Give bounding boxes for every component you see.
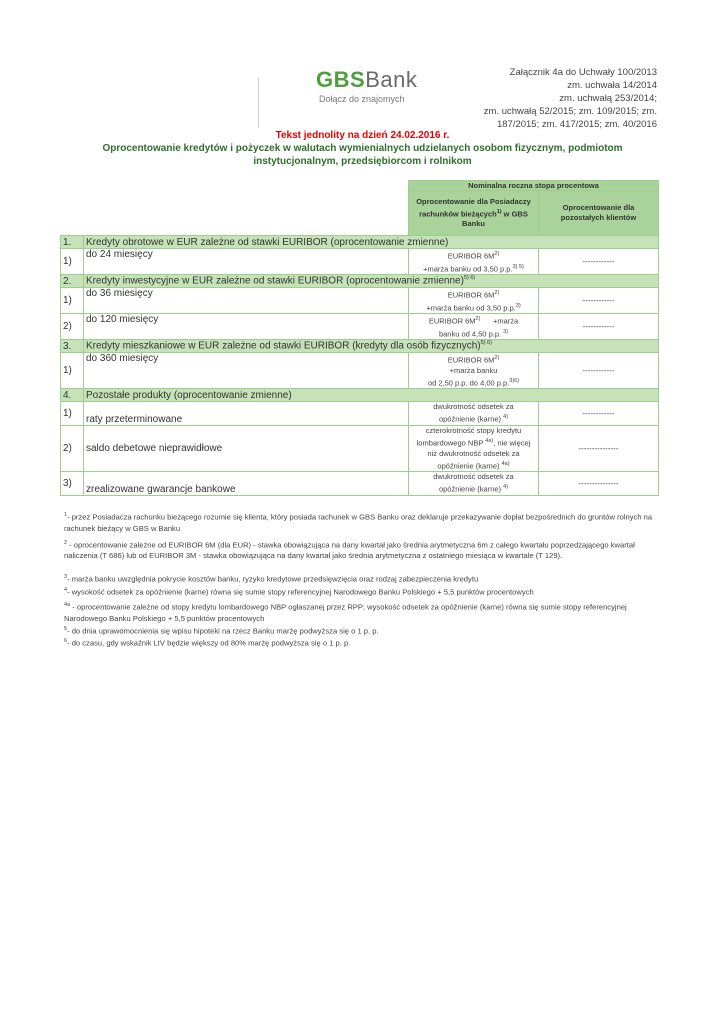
footnote-text: - oprocentowanie zależne od EURIBOR 6M (dla EUR) - stawka obowiązująca na dany kwartał jako średnia arytmetyczna 6m z całego kwartału poprzedzającego kwartał naliczenia (T 686) lub od EURIBOR 3M - stawka obowiązująca na dany kwartał jako średnia arytmetyczna z ostatniego miesiąca w kwartale (T 129).: [64, 540, 635, 561]
rate-text: +marża banku: [449, 365, 498, 375]
rate-account-holders: [409, 353, 539, 389]
rate-text: +marża banku od 3,50 p.p.: [423, 264, 513, 273]
footnote: [64, 510, 660, 534]
footnote-text: - oprocentowanie zależne od stopy kredytu lombardowego NBP ogłaszanej przez RPP; wysokość odsetek za opóźnienie (karne) równa się sumie stopy referencyjnej Narodowego Banku Polskiego + 5,5 punktów procentowych: [64, 602, 627, 623]
rate-text: , nie więcej: [493, 438, 531, 448]
footnote-ref: 2): [494, 290, 500, 296]
rate-text: czterokrotność stopy kredytu: [425, 426, 522, 435]
rate-account-holders: [409, 314, 539, 340]
rate-text: lombardowego NBP: [416, 438, 484, 448]
footnote-marker: 2: [64, 539, 68, 546]
rate-account-holders: [409, 249, 539, 275]
logo-tagline: Dołącz do znajomych: [319, 94, 405, 104]
section-number: 2.: [61, 275, 84, 288]
footnote-ref: 4a): [485, 438, 494, 444]
row-number: 2): [61, 426, 84, 472]
row-number: 3): [61, 472, 84, 496]
section-title-text: Kredyty inwestycyjne w EUR zależne od stawki EURIBOR (oprocentowanie zmienne): [86, 275, 464, 287]
rate-text: banku od 4,50 p.p.: [438, 329, 502, 338]
section-number: 3.: [61, 340, 84, 353]
footnote-ref: 2): [475, 316, 481, 322]
footnote-marker: 1: [64, 512, 68, 518]
header-other-clients: Oprocentowanie dla pozostałych klientów: [539, 191, 659, 236]
row-name: do 24 miesięcy: [84, 249, 409, 275]
row-number: 1): [61, 402, 84, 426]
section-title-text: Kredyty mieszkaniowe w EUR zależne od stawki EURIBOR (kredyty dla osób fizycznych): [86, 340, 481, 352]
document-title: Oprocentowanie kredytów i pożyczek w walutach wymienialnych udzielanych osobom fizycznym, podmiotom instytucjonalnym, przedsiębiorcom i rolnikom: [102, 143, 623, 167]
footnote-ref: 2): [494, 251, 500, 257]
section-number: 4.: [61, 389, 84, 402]
footnote: [64, 624, 660, 637]
rate-account-holders: [409, 288, 539, 314]
rate-other-clients: ------------: [539, 353, 659, 389]
header-account-holders-label: Oprocentowanie dla Posiadaczy rachunków bieżących: [416, 196, 531, 219]
section-number: 1.: [61, 236, 84, 249]
footnote-ref: 4a): [501, 460, 510, 467]
footnote-ref: 1): [496, 208, 502, 215]
footnote: [64, 585, 660, 598]
footnote-text: - do czasu, gdy wskaźnik LtV będzie większy od 80% marżę podwyższa się o 1 p. p.: [67, 638, 351, 648]
rate-text: od 2,50 p.p. do 4,00 p.p.: [427, 378, 510, 387]
table-row: [61, 402, 659, 426]
rate-text: opóźnienie (karne): [438, 414, 502, 424]
row-number: 1): [61, 288, 84, 314]
rate-text: EURIBOR 6M: [447, 355, 495, 365]
footnote-text: - do dnia uprawomocnienia się wpisu hipoteki na rzecz Banku marżę podwyższa się o 1 p. p.: [67, 626, 379, 636]
resolution-references: [467, 66, 657, 131]
rate-account-holders: [409, 426, 539, 472]
footnote-ref: 2): [494, 355, 500, 361]
logo-wordmark: [316, 68, 428, 92]
footnote-ref: 3) 5): [512, 263, 524, 270]
footnote-ref: 5) 6): [480, 340, 492, 347]
row-name: raty przeterminowane: [84, 402, 409, 426]
footnote-ref: 3): [503, 328, 509, 335]
section-title: [84, 236, 659, 249]
section-title: [84, 389, 659, 402]
footnotes: [64, 510, 660, 649]
rate-other-clients: ------------: [539, 402, 659, 426]
footnote: [64, 538, 660, 562]
footnote: [64, 600, 660, 624]
footnote-marker: 4: [64, 586, 68, 593]
section-title-text: Kredyty obrotowe w EUR zależne od stawki EURIBOR (oprocentowanie zmienne): [86, 236, 449, 248]
row-name: do 360 miesięcy: [84, 353, 409, 389]
consolidated-text-date: Tekst jednolity na dzień 24.02.2016 r.: [275, 130, 450, 141]
rate-text: dwukrotność odsetek za: [433, 472, 514, 482]
table-row: [61, 426, 659, 472]
rate-text: dwukrotność odsetek za: [433, 402, 514, 412]
rate-text: EURIBOR 6M: [428, 316, 476, 326]
table-row: [61, 288, 659, 314]
section-title: [84, 275, 659, 288]
row-number: 1): [61, 249, 84, 275]
footnote: [64, 572, 660, 585]
interest-rates-table: [60, 180, 659, 496]
logo-brand-suffix: Bank: [365, 67, 418, 92]
footnote-text: - przez Posiadacza rachunku bieżącego rozumie się klienta, który posiada rachunek w GBS Banku oraz deklaruje przekazywanie dopłat bezpośrednich do gruntów rolnych na rachunek bieżący w GBS w Banku: [64, 512, 653, 533]
row-number: 1): [61, 353, 84, 389]
rate-text: opóźnienie (karne): [437, 461, 500, 470]
header-nominal-rate: Nominalna roczna stopa procentowa: [409, 181, 659, 191]
footnote-ref: 4): [503, 484, 509, 491]
row-number: 2): [61, 314, 84, 340]
footnote-ref: 5) 6): [463, 275, 476, 282]
table-corner: [61, 191, 409, 236]
footnote-text: - marża banku uwzględnia pokrycie kosztów banku, ryzyko kredytowe przedsięwzięcia oraz rodzaj zabezpieczenia kredytu: [67, 574, 479, 584]
resolution-line: zm. uchwałą 253/2014;: [559, 93, 657, 104]
section-row: [61, 236, 659, 249]
row-name: saldo debetowe nieprawidłowe: [84, 426, 409, 472]
header-account-holders-suffix: w GBS Banku: [462, 209, 528, 229]
footnote-ref: 3)6): [509, 377, 520, 384]
rate-text: EURIBOR 6M: [447, 290, 495, 300]
footnote-marker: 6: [64, 638, 68, 645]
rate-other-clients: ------------: [539, 249, 659, 275]
resolution-line: Załącznik 4a do Uchwały 100/2013: [509, 67, 657, 78]
header-divider: [258, 78, 259, 128]
row-name: zrealizowane gwarancje bankowe: [84, 472, 409, 496]
section-title: [84, 340, 659, 353]
row-name: do 36 miesięcy: [84, 288, 409, 314]
table-row: [61, 314, 659, 340]
footnote-marker: 4a: [64, 602, 71, 609]
rate-account-holders: [409, 472, 539, 496]
footnote-text: - wysokość odsetek za opóźnienie (karne) równa się sumie stopy referencyjnej Narodowego Banku Polskiego + 5,5 punktów procentowych: [67, 587, 534, 597]
rate-other-clients: ------------: [539, 288, 659, 314]
resolution-line: 187/2015; zm. 417/2015; zm. 40/2016: [496, 119, 657, 130]
rate-text: EURIBOR 6M: [447, 251, 495, 261]
rate-account-holders: [409, 402, 539, 426]
section-title-text: Pozostałe produkty (oprocentowanie zmienne): [86, 389, 292, 401]
header-account-holders: [409, 191, 539, 236]
rate-text: opóźnienie (karne): [438, 484, 502, 494]
rate-other-clients: ---------------: [539, 426, 659, 472]
row-name: do 120 miesięcy: [84, 314, 409, 340]
rate-text: niż dwukrotność odsetek za: [427, 448, 520, 458]
rate-text: +marża: [492, 316, 519, 326]
logo-brand-prefix: GBS: [316, 67, 366, 92]
footnote-ref: 4): [503, 414, 509, 421]
rate-other-clients: ---------------: [539, 472, 659, 496]
resolution-line: zm. uchwała 14/2014: [567, 80, 657, 91]
footnote-marker: 5: [64, 625, 68, 632]
section-row: [61, 389, 659, 402]
footnote-marker: 3: [64, 574, 68, 581]
resolution-line: zm. uchwałą 52/2015; zm. 109/2015; zm.: [483, 106, 657, 117]
table-row: [61, 472, 659, 496]
footnote-ref: 3): [515, 302, 521, 309]
table-row: [61, 249, 659, 275]
section-row: [61, 340, 659, 353]
table-corner: [61, 181, 409, 191]
section-row: [61, 275, 659, 288]
rate-other-clients: ------------: [539, 314, 659, 340]
table-row: [61, 353, 659, 389]
footnote: [64, 636, 660, 649]
gbs-bank-logo: [316, 68, 428, 104]
rate-text: +marża banku od 3,50 p.p.: [426, 303, 516, 312]
